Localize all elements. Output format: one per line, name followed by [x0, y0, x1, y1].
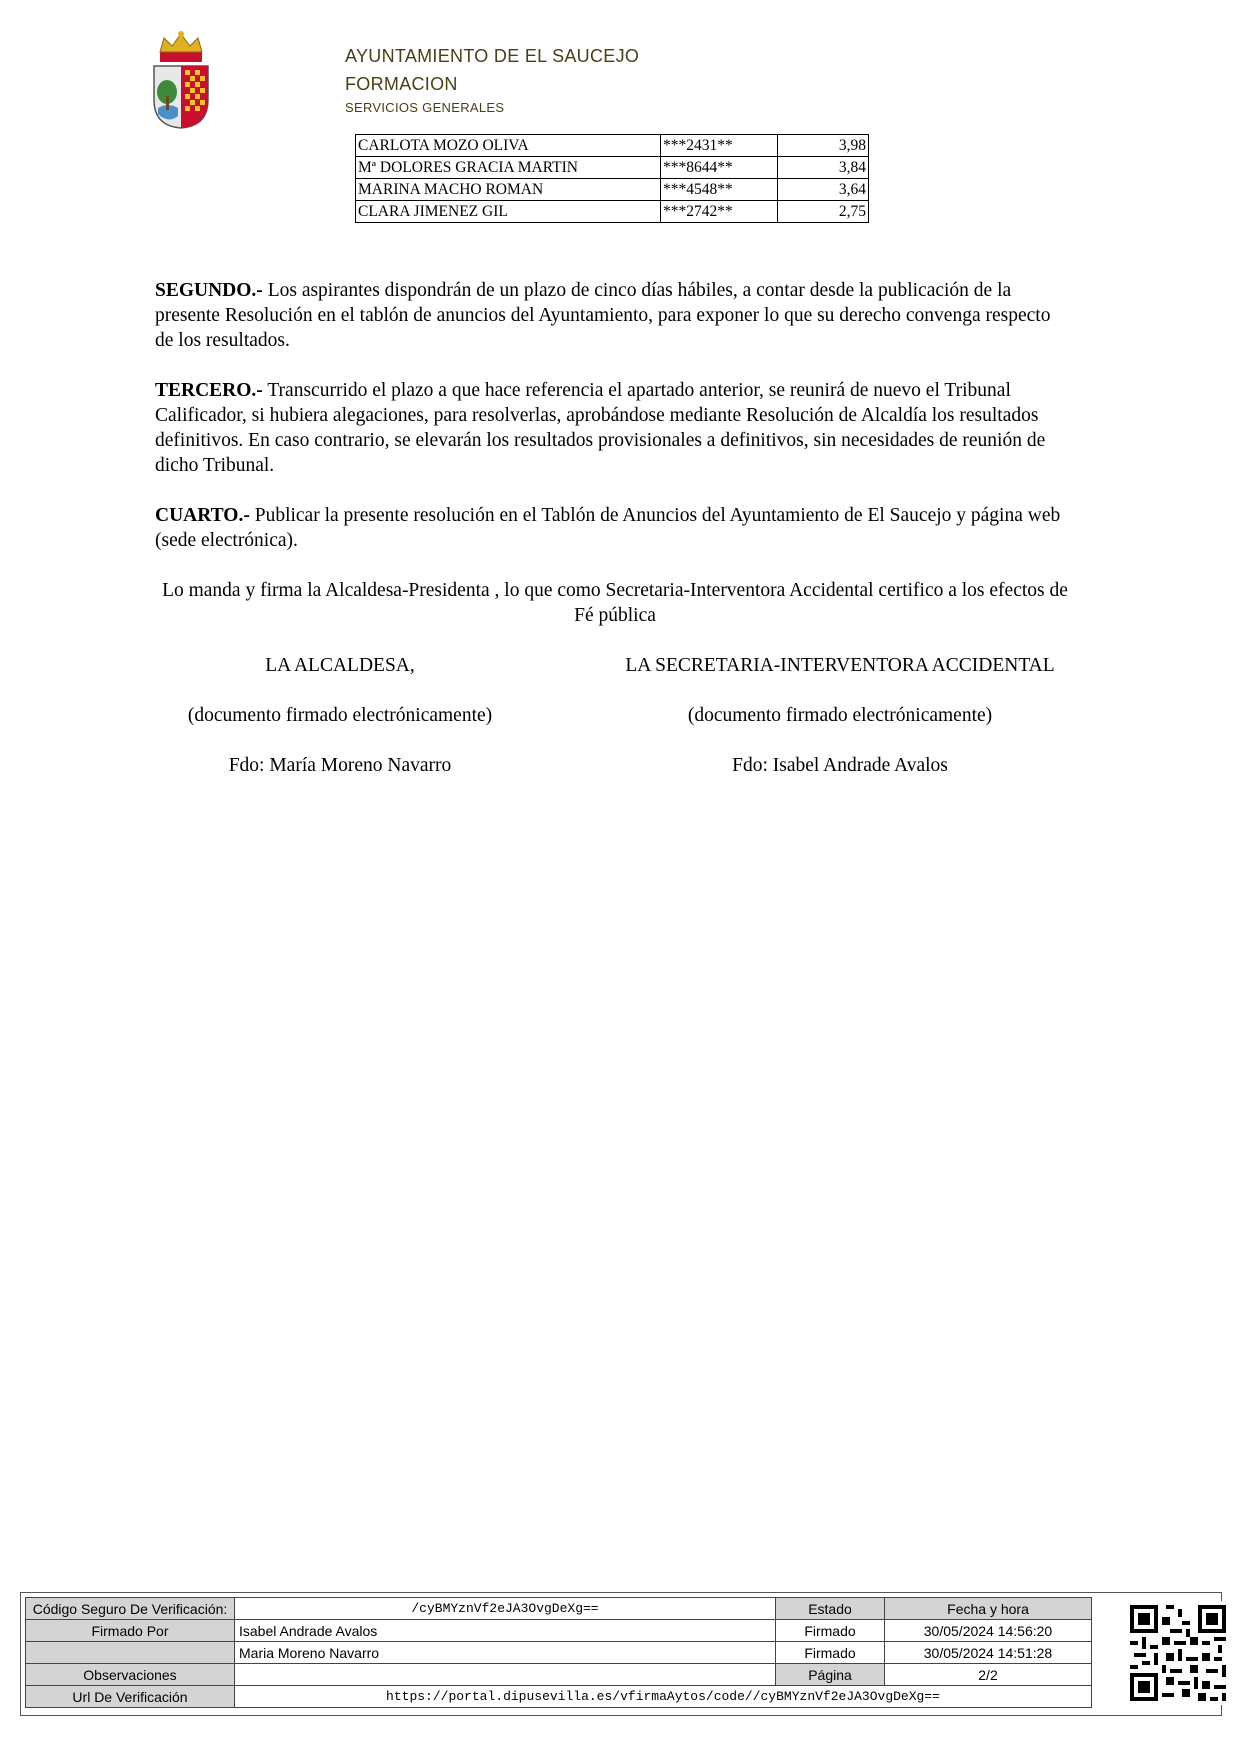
candidate-id: ***8644**	[661, 157, 778, 179]
signature-title: LA SECRETARIA-INTERVENTORA ACCIDENTAL	[625, 655, 1055, 676]
signature-note: (documento firmado electrónicamente)	[187, 705, 493, 726]
candidate-score: 2,75	[778, 201, 869, 223]
tercero-label: TERCERO.-	[155, 380, 263, 401]
segundo-text: Los aspirantes dispondrán de un plazo de cinco días hábiles, a contar desde la publicación de la presente Resolución en el tablón de anuncios del Ayuntamiento, para exponer lo que su derecho convenga respecto de los resultados.	[155, 280, 1051, 351]
pagina-value: 2/2	[885, 1664, 1092, 1686]
candidate-score: 3,84	[778, 157, 869, 179]
header-department: FORMACION	[345, 74, 458, 94]
table-row	[356, 157, 869, 179]
segundo-paragraph	[155, 278, 1065, 353]
csv-value: /cyBMYznVf2eJA3OvgDeXg==	[235, 1598, 776, 1620]
table-row	[26, 1642, 1092, 1664]
qr-code-icon	[1126, 1601, 1230, 1705]
cuarto-paragraph	[155, 503, 1065, 553]
signature-note: (documento firmado electrónicamente)	[687, 705, 993, 726]
candidate-name: CARLOTA MOZO OLIVA	[356, 135, 661, 157]
verification-table	[25, 1597, 1092, 1708]
signer-datetime: 30/05/2024 14:56:20	[885, 1620, 1092, 1642]
pagina-label: Página	[776, 1664, 885, 1686]
segundo-label: SEGUNDO.-	[155, 280, 263, 301]
signer-status: Firmado	[776, 1620, 885, 1642]
signature-name: Fdo: Isabel Andrade Avalos	[732, 755, 948, 776]
signature-name: Fdo: María Moreno Navarro	[228, 755, 452, 776]
observaciones-value	[235, 1664, 776, 1686]
header-service: SERVICIOS GENERALES	[345, 100, 505, 115]
verification-footer	[20, 1592, 1222, 1716]
url-label: Url De Verificación	[26, 1686, 235, 1708]
observaciones-label: Observaciones	[26, 1664, 235, 1686]
signature-title: LA ALCALDESA,	[265, 655, 415, 676]
coat-of-arms-icon	[150, 30, 212, 130]
document-header	[150, 30, 850, 130]
candidate-score: 3,64	[778, 179, 869, 201]
candidate-id: ***4548**	[661, 179, 778, 201]
signature-block-secretary	[580, 653, 1100, 778]
table-row	[26, 1598, 1092, 1620]
firmado-label-empty	[26, 1642, 235, 1664]
header-municipality: AYUNTAMIENTO DE EL SAUCEJO	[345, 46, 640, 66]
fecha-header: Fecha y hora	[885, 1598, 1092, 1620]
table-row	[356, 179, 869, 201]
signature-block-mayor	[140, 653, 540, 778]
estado-header: Estado	[776, 1598, 885, 1620]
candidate-name: CLARA JIMENEZ GIL	[356, 201, 661, 223]
scores-table	[355, 134, 869, 223]
candidate-name: MARINA MACHO ROMAN	[356, 179, 661, 201]
cuarto-text: Publicar la presente resolución en el Tablón de Anuncios del Ayuntamiento de El Saucejo y página web (sede electrónica).	[155, 505, 1061, 551]
signer-name: Isabel Andrade Avalos	[235, 1620, 776, 1642]
table-row	[26, 1620, 1092, 1642]
closing-statement: Lo manda y firma la Alcaldesa-Presidenta , lo que como Secretaria-Interventora Accidental certifico a los efectos de Fé pública	[162, 580, 1068, 626]
tercero-paragraph	[155, 378, 1065, 478]
csv-label: Código Seguro De Verificación:	[26, 1598, 235, 1620]
table-row	[356, 135, 869, 157]
candidate-id: ***2431**	[661, 135, 778, 157]
candidate-id: ***2742**	[661, 201, 778, 223]
signer-status: Firmado	[776, 1642, 885, 1664]
header-text	[345, 42, 639, 118]
table-row	[26, 1686, 1092, 1708]
signer-datetime: 30/05/2024 14:51:28	[885, 1642, 1092, 1664]
cuarto-label: CUARTO.-	[155, 505, 250, 526]
verification-url-link[interactable]: https://portal.dipusevilla.es/vfirmaAytos/code//cyBMYznVf2eJA3OvgDeXg==	[235, 1686, 1092, 1708]
table-row	[26, 1664, 1092, 1686]
tercero-text: Transcurrido el plazo a que hace referencia el apartado anterior, se reunirá de nuevo el Tribunal Calificador, si hubiera alegaciones, para resolverlas, aprobándose mediante Resolución de Alcaldía los resultados definitivos. En caso contrario, se elevarán los resultados provisionales a definitivos, sin necesidades de reunión de dicho Tribunal.	[155, 380, 1046, 476]
candidate-name: Mª DOLORES GRACIA MARTIN	[356, 157, 661, 179]
firmado-label: Firmado Por	[26, 1620, 235, 1642]
signer-name: Maria Moreno Navarro	[235, 1642, 776, 1664]
candidate-score: 3,98	[778, 135, 869, 157]
table-row	[356, 201, 869, 223]
